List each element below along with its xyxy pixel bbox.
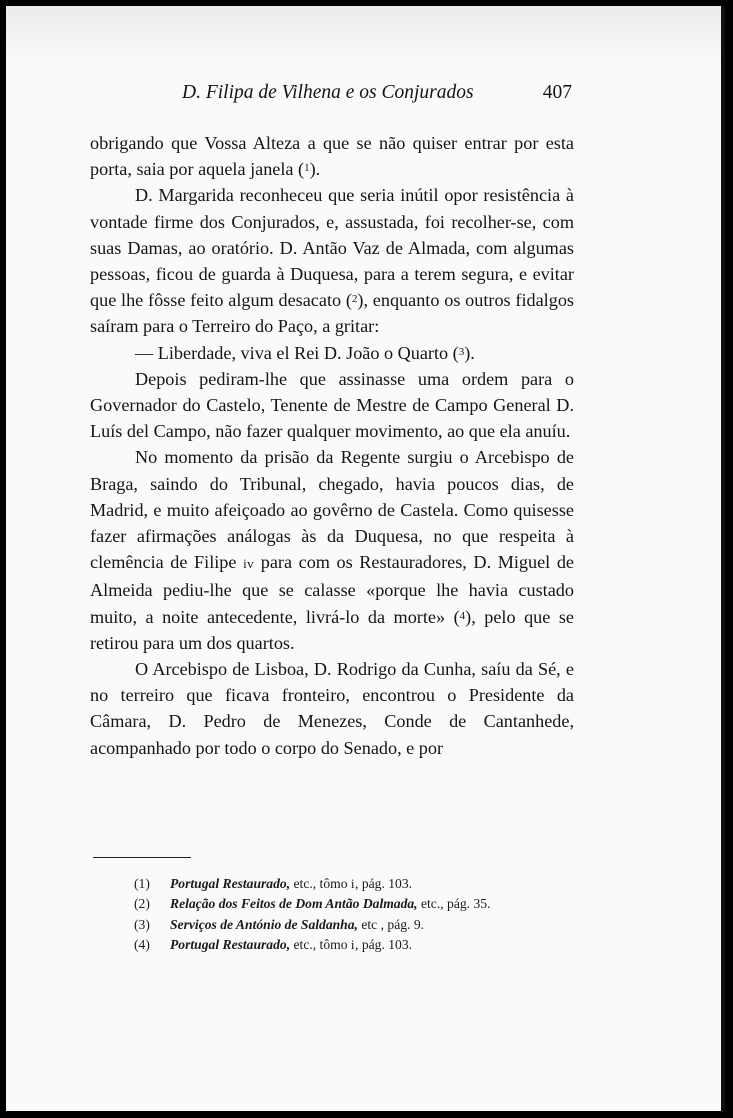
paragraph-4: Depois pediram-lhe que assinasse uma ordem para o Governador do Castelo, Tenente de Mestre de Campo General D. Luís del Campo, não fazer qualquer movimento, ao que ela anuíu.: [90, 368, 574, 442]
paragraph-6: O Arcebispo de Lisboa, D. Rodrigo da Cunha, saíu da Sé, e no terreiro que ficava fronteiro, encontrou o Presidente da Câmara, D. Pedro de Menezes, Conde de Cantanhede, acompanhado por todo o corpo do Senado, e por: [90, 659, 574, 758]
paragraph-2: D. Margarida reconheceu que seria inútil opor resistência à vontade firme dos Conjurados, e, assustada, foi recolher-se, com suas Damas, ao oratório. D. Antão Vaz de Almada, com algumas pessoas, ficou de guarda à Duquesa, para a terem segura, e evitar que lhe fôsse feito algum desacato ($^2$), enquanto os outros fidalgos saíram para o Terreiro do Paço, a gritar:: [90, 185, 574, 337]
paragraph-5: No momento da prisão da Regente surgiu o Arcebispo de Braga, saindo do Tribunal, chegado, havia poucos dias, de Madrid, e muito afeiçoado ao govêrno de Castela. Como quisesse fazer afirmações análogas às da Duquesa, no que respeita à clemência de Filipe iv para com os Restauradores, D. Miguel de Almeida pediu-lhe que se calasse «porque lhe havia custado muito, a noite antecedente, livrá-lo da morte» ($^4$), pelo que se retirou para um dos quartos.: [90, 447, 574, 653]
paragraph-3: — Liberdade, viva el Rei D. João o Quarto ($^3$).: [135, 342, 475, 363]
book-page: [6, 6, 725, 1111]
footnote: (4) Portugal Restaurado, etc., tômo i, pág. 103.: [134, 936, 413, 952]
footnote-ref-3: 3: [458, 345, 465, 358]
body-text: [90, 130, 574, 761]
roman-numeral: iv: [243, 556, 255, 572]
running-title: D. Filipa de Vilhena e os Conjurados: [182, 82, 474, 103]
footnote-rule: [93, 857, 191, 858]
page-header: [90, 82, 572, 110]
page-number: 407: [542, 82, 572, 103]
footnote-ref-1: 1: [304, 162, 310, 175]
footnote: (2) Relação dos Feitos de Dom Antão Dalmada, etc., pág. 35.: [134, 896, 491, 912]
footnote: (1) Portugal Restaurado, etc., tômo i, pág. 103.: [134, 876, 413, 891]
footnote-ref-4: 4: [459, 609, 466, 622]
footnote: (3) Serviços de António de Saldanha, etc , pág. 9.: [134, 916, 425, 932]
footnote-ref-2: 2: [351, 293, 358, 306]
footnotes: [134, 874, 574, 955]
paragraph-1: obrigando que Vossa Alteza a que se não quiser entrar por esta porta, saia por aquela janela ($^1$).: [90, 133, 574, 180]
